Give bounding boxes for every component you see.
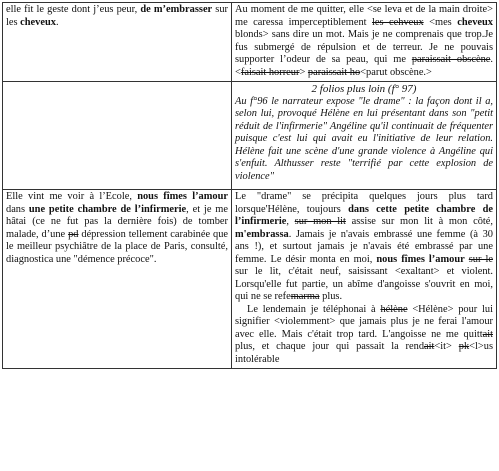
struck-text: paraissait obscène [411,54,491,65]
table-row [3,82,497,190]
struck-text: sur le [468,253,494,265]
right-cell [232,82,497,190]
text-run: <it> [434,341,459,352]
struck-text: pd [68,228,79,240]
right-cell [232,3,497,82]
text-run: <l>us intolérable [235,341,493,365]
folio-header: 2 folios plus loin (f° 97) [311,83,417,95]
right-cell [232,190,497,369]
struck-text: sur mon lit [294,216,346,227]
text-run: , et je me hâtai (ce ne fut pas la dernière fois) de tomber malade, d’une [6,203,228,240]
text-run: Au moment de me quitter, elle <se leva et de la main droite> me caressa imperceptiblement [235,4,493,28]
text-run: plus. [319,291,343,302]
bold-text: de m’embrasser [140,4,213,15]
text-run: <parut obscène.> [360,66,432,78]
paragraph [235,191,493,304]
text-run: Le lendemain je téléphonai à [247,303,381,315]
left-cell [3,3,232,82]
struck-text: pk [458,341,470,352]
struck-text: les cehveux [372,16,424,28]
manuscript-comparison-table [2,2,497,369]
struck-text: faisait horreur [240,66,300,78]
editorial-note: Au f°96 le narrateur expose "le drame" : la façon dont il a, selon lui, provoqué Hélène en lui présentant dans son "petit réduit de l'infirmerie" Angéline qu'il continuait de fréquenter puisque c'est lui qui avait eu l'initiative de leur relation. Hélène fait une scène d'une grande violence à Angéline qui s'enfuit. Althusser reste "terrifié par cette explosion de violence" [235,95,493,182]
left-cell [3,190,232,369]
text-run: . < [235,54,493,78]
text-run: Elle vint me voir à l’Ecole, [6,191,138,202]
text-run: sur le lit, c'était neuf, saisissant <exaltant> et violent. Lorsqu'elle fut partie, un abîme d'angoisse s'ouvrit en moi, qui ne se refe [235,266,493,302]
left-cell-empty [3,82,232,190]
text-run: plus, et chaque jour qui passait la rend [235,341,425,352]
table-row [3,3,497,82]
paragraph [235,304,493,367]
table-row [3,190,497,369]
bold-text: m'embrassa [235,228,289,240]
struck-text: ait [424,341,435,352]
text-run: dépression tellement carabinée que le meilleur psychiâtre de la place de Paris, consulté, diagnostica une "démence précoce". [6,228,228,265]
bold-text: une petite chambre de l’infirmerie [28,203,187,215]
struck-text: paraissait ho [307,66,361,78]
bold-text: nous fîmes l’amour [137,191,228,202]
struck-text: ait [482,328,493,340]
bold-text: dans cette petite chambre de l’infirmerie [235,203,494,227]
text-run: , [286,216,295,227]
text-run: <mes [423,16,458,28]
text-run: elle fit le geste dont j’eus peur, [6,4,141,15]
text-run: dans [6,203,29,215]
text-run: assise sur mon lit à mon côté, [345,216,493,227]
bold-text: nous fîmes l’amour [376,253,465,265]
paragraph [6,4,228,29]
paragraph [6,191,228,266]
text-run: blonds> sans dire un mot. Mais je ne comprenais que trop.Je fus submergé de répulsion et de terreur. Je ne pouvais supporter l’odeur de sa peau, qui me [235,29,493,65]
text-run: sur les [6,4,229,28]
paragraph [235,4,493,79]
text-run: > [299,66,308,78]
bold-text: cheveux [20,16,56,28]
struck-text: marma [290,291,320,302]
bold-text: cheveux [457,16,493,28]
text-run: Le "drame" se précipita quelques jours plus tard lorsque'Hélène, toujours [235,191,493,215]
struck-text: hélène [380,303,408,315]
text-run: . Jamais je n'avais embrassé une femme (à 30 ans !), et surtout jamais je n'avais été embrassé par une femme. Le désir monta en moi, [235,228,493,265]
text-run: <Hélène> pour lui signifier <violemment> que jamais plus je ne ferai l'amour avec elle. Mais c'était trop tard. L'angoisse ne me quitt [235,303,493,340]
text-run: . [55,16,59,28]
